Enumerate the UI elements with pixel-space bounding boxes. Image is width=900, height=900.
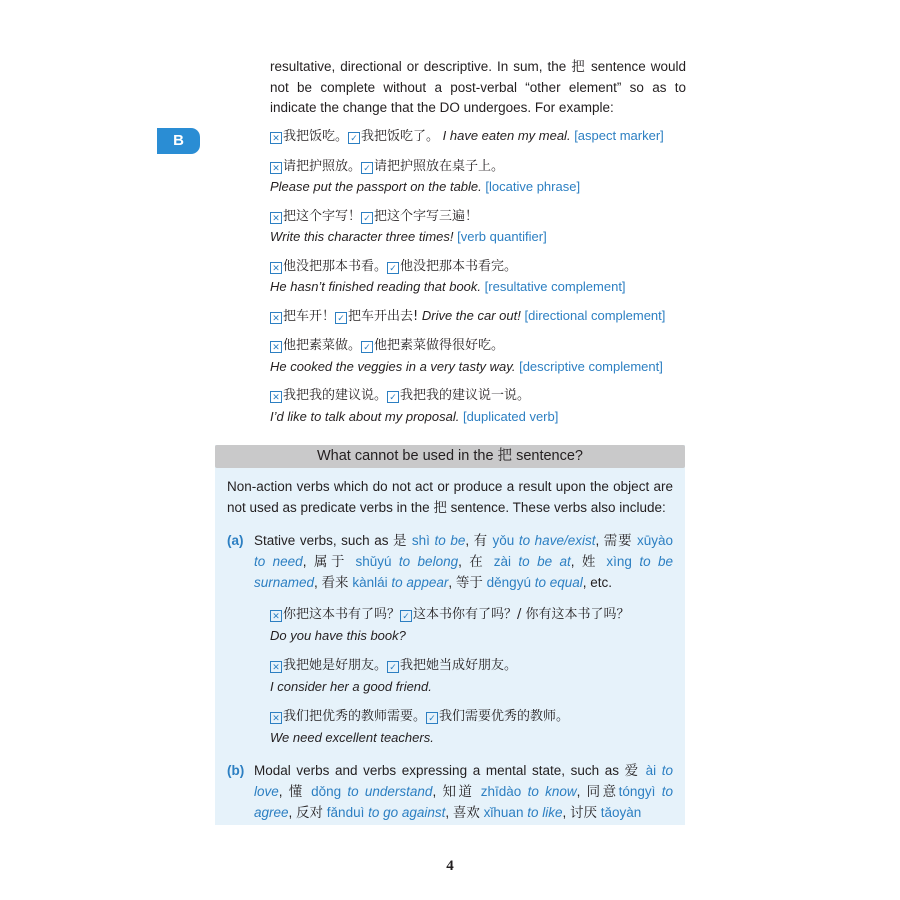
check-box-icon: ✓ (361, 341, 373, 353)
item-a (227, 530, 673, 593)
wrong-sentence: 我把她是好朋友。 (283, 658, 388, 673)
cross-box-icon: ✕ (270, 162, 282, 174)
grammar-tag: [duplicated verb] (462, 408, 559, 424)
cross-box-icon: ✕ (270, 341, 282, 353)
english-translation: Drive the car out! (421, 307, 521, 323)
translation-line (270, 227, 700, 248)
translation-line (270, 407, 700, 428)
example-item (270, 206, 700, 248)
example-item (270, 156, 700, 198)
cross-box-icon: ✕ (270, 391, 282, 403)
wrong-sentence: 他把素菜做。 (283, 338, 362, 353)
check-box-icon: ✓ (348, 132, 360, 144)
english-translation: Please put the passport on the table. (270, 179, 482, 194)
info-box (215, 445, 685, 825)
correct-sentence: 他没把那本书看完。 (400, 258, 518, 274)
wrong-sentence: 我把我的建议说。 (283, 388, 388, 403)
check-box-icon: ✓ (387, 262, 399, 274)
cross-box-icon: ✕ (270, 132, 282, 144)
cross-box-icon: ✕ (270, 610, 282, 622)
english-translation: I’d like to talk about my proposal. (270, 408, 460, 424)
page-number: 4 (446, 858, 454, 874)
cross-box-icon: ✕ (270, 262, 282, 274)
wrong-sentence: 我把饭吃。 (283, 129, 349, 144)
example-line (270, 654, 685, 676)
check-box-icon: ✓ (361, 212, 373, 224)
example-line (270, 335, 700, 357)
wrong-sentence: 把这个字写！ (283, 208, 362, 224)
english-translation: I have eaten my meal. (442, 128, 571, 143)
grammar-tag: [aspect marker] (574, 128, 664, 143)
correct-sentence: 我把饭吃了。 (361, 129, 440, 144)
example-item (270, 306, 700, 328)
grammar-tag: [descriptive complement] (519, 358, 663, 374)
example-list (270, 126, 700, 427)
example-item (270, 385, 700, 427)
correct-sentence: 把车开出去! (348, 308, 419, 324)
cross-box-icon: ✕ (270, 661, 282, 673)
translation-line (270, 357, 700, 378)
check-box-icon: ✓ (387, 661, 399, 673)
grammar-tag: [verb quantifier] (457, 229, 547, 244)
example-line (270, 256, 700, 278)
sub-example (270, 603, 685, 646)
correct-sentence: 我们需要优秀的教师。 (439, 709, 570, 724)
example-item (270, 256, 700, 298)
sub-example (270, 654, 685, 697)
check-box-icon: ✓ (400, 610, 412, 622)
translation-line (270, 177, 700, 198)
item-a-examples (215, 603, 685, 748)
correct-sentence: 把这个字写三遍！ (374, 208, 479, 224)
english-translation: I consider her a good friend. (270, 679, 432, 694)
item-b-text: Modal verbs and verbs expressing a mental state, such as 爱 ài to love, 懂 dǒng to understand, 知道 zhīdào to know, 同意tóngyì to agree, 反对 fǎnduì to go against, 喜欢 xǐhuan to like, 讨厌 tǎoyàn (254, 763, 673, 820)
wrong-sentence: 把车开！ (283, 308, 336, 324)
grammar-tag: [directional complement] (524, 307, 666, 323)
english-translation: We need excellent teachers. (270, 730, 434, 745)
example-line (270, 385, 700, 407)
box-intro: Non-action verbs which do not act or produce a result upon the object are not used as predicate verbs in the 把 sentence. These verbs also include: (227, 479, 673, 515)
check-box-icon: ✓ (426, 712, 438, 724)
english-translation: Write this character three times! (270, 229, 454, 244)
box-title: What cannot be used in the 把 sentence? (215, 445, 685, 468)
check-box-icon: ✓ (387, 391, 399, 403)
correct-sentence: 我把我的建议说一说。 (400, 388, 531, 403)
example-line (270, 156, 700, 178)
english-translation: Do you have this book? (270, 628, 406, 643)
wrong-sentence: 我们把优秀的教师需要。 (283, 709, 427, 724)
item-b (227, 760, 673, 823)
example-line (270, 705, 685, 727)
correct-sentence: 这本书你有了吗？/ 你有这本书了吗？ (413, 607, 630, 622)
wrong-sentence: 请把护照放。 (283, 158, 362, 174)
section-tab: B (157, 128, 200, 154)
intro-paragraph: resultative, directional or descriptive. In sum, the 把 sentence would not be complete without a post-verbal “other element” so as to indicate the change that the DO undergoes. For example: (270, 59, 686, 115)
english-translation: He hasn’t finished reading that book. (270, 279, 482, 294)
correct-sentence: 他把素菜做得很好吃。 (374, 338, 505, 353)
example-item (270, 335, 700, 377)
cross-box-icon: ✕ (270, 212, 282, 224)
correct-sentence: 请把护照放在桌子上。 (374, 158, 505, 174)
wrong-sentence: 你把这本书有了吗？ (283, 607, 401, 622)
check-box-icon: ✓ (361, 162, 373, 174)
cross-box-icon: ✕ (270, 712, 282, 724)
item-a-text: Stative verbs, such as 是 shì to be, 有 yǒu to have/exist, 需要 xūyào to need, 属于 shǔyú to belong, 在 zài to be at, 姓 xìng to be surnamed, 看来 kànlái to appear, 等于 děngyú to equal, etc. (254, 533, 673, 590)
example-line (270, 603, 685, 625)
item-a-label: (a) (227, 533, 244, 548)
correct-sentence: 我把她当成好朋友。 (400, 658, 518, 673)
item-b-label: (b) (227, 763, 245, 778)
cross-box-icon: ✕ (270, 312, 282, 324)
example-line (270, 206, 700, 228)
translation-line (270, 277, 700, 298)
sub-example (270, 705, 685, 748)
wrong-sentence: 他没把那本书看。 (283, 258, 388, 274)
example-line (270, 306, 700, 328)
example-item (270, 126, 700, 148)
check-box-icon: ✓ (335, 312, 347, 324)
english-translation: He cooked the veggies in a very tasty way. (270, 358, 516, 374)
grammar-tag: [locative phrase] (485, 179, 581, 194)
grammar-tag: [resultative complement] (484, 279, 626, 294)
example-line (270, 126, 700, 148)
